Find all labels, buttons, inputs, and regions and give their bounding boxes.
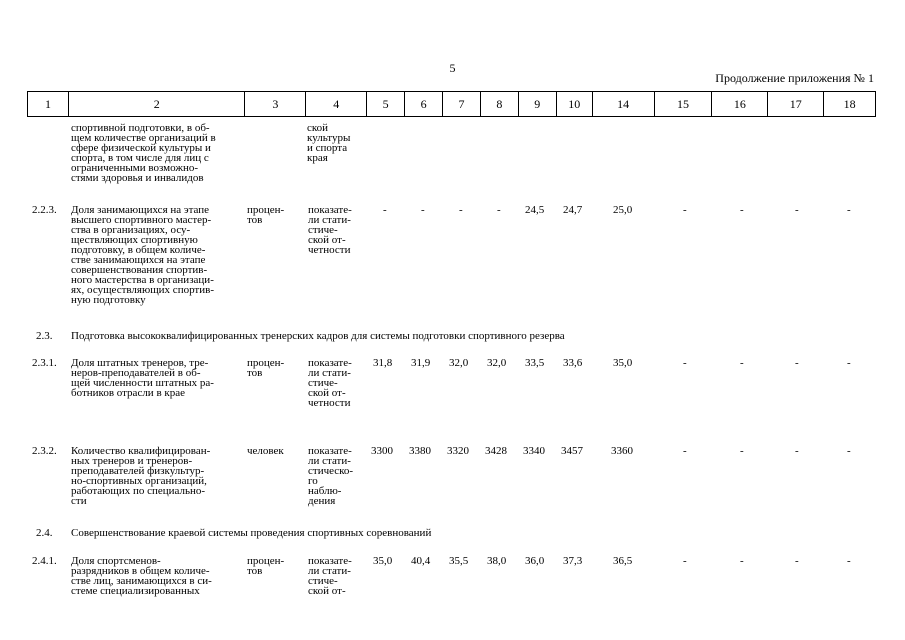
value-cell: 36,0 xyxy=(525,555,545,567)
row-source: показате- ли стати- стическо- го наблю- дения xyxy=(308,445,354,507)
continuation-label: Продолжение приложения № 1 xyxy=(715,71,874,85)
value-cell: - xyxy=(847,204,851,216)
value-cell: 31,9 xyxy=(411,357,431,369)
value-cell: 32,0 xyxy=(487,357,507,369)
table-header xyxy=(27,91,876,117)
value-cell: - xyxy=(497,204,501,216)
value-cell: - xyxy=(795,204,799,216)
header-cell: 6 xyxy=(404,92,442,116)
value-cell: - xyxy=(795,445,799,457)
section-number: 2.3. xyxy=(36,330,53,342)
header-cell: 18 xyxy=(823,92,875,116)
value-cell: 38,0 xyxy=(487,555,507,567)
value-cell: 3300 xyxy=(371,445,393,457)
value-cell: - xyxy=(383,204,387,216)
row-indicator: Доля штатных тренеров, тре- неров-преподавателей в об- щей численности штатных ра- ботников отрасли в крае xyxy=(71,357,214,399)
value-cell: - xyxy=(847,555,851,567)
value-cell: - xyxy=(740,445,744,457)
value-cell: - xyxy=(683,204,687,216)
value-cell: 35,5 xyxy=(449,555,469,567)
header-cell: 17 xyxy=(767,92,823,116)
header-cell: 3 xyxy=(244,92,305,116)
value-cell: - xyxy=(847,357,851,369)
header-cell: 5 xyxy=(366,92,404,116)
row-number: 2.3.2. xyxy=(32,445,57,457)
section-title: Совершенствование краевой системы проведения спортивных соревнований xyxy=(71,527,432,539)
value-cell: - xyxy=(795,357,799,369)
row-source: показате- ли стати- стиче- ской от- xyxy=(308,555,352,597)
header-cell: 7 xyxy=(442,92,480,116)
row-number: 2.2.3. xyxy=(32,204,57,216)
value-cell: - xyxy=(421,204,425,216)
value-cell: 24,5 xyxy=(525,204,545,216)
header-cell: 9 xyxy=(518,92,556,116)
value-cell: 3320 xyxy=(447,445,469,457)
value-cell: - xyxy=(740,204,744,216)
value-cell: 24,7 xyxy=(563,204,583,216)
value-cell: - xyxy=(683,555,687,567)
row-unit: человек xyxy=(247,445,284,457)
value-cell: 35,0 xyxy=(613,357,633,369)
row-number: 2.3.1. xyxy=(32,357,57,369)
value-cell: 3380 xyxy=(409,445,431,457)
value-cell: 37,3 xyxy=(563,555,583,567)
value-cell: - xyxy=(683,357,687,369)
value-cell: 35,0 xyxy=(373,555,393,567)
row-unit: процен- тов xyxy=(247,555,285,577)
row-unit: процен- тов xyxy=(247,204,285,226)
row-indicator: Доля спортсменов- разрядников в общем количе- стве лиц, занимающихся в си- стеме специализированных xyxy=(71,555,212,597)
row-indicator: Количество квалифицирован- ных тренеров и тренеров- преподавателей физкультур- но-спортивных организаций, работающих по специально- сти xyxy=(71,445,211,507)
section-title: Подготовка высококвалифицированных тренерских кадров для системы подготовки спортивного резерва xyxy=(71,330,565,342)
value-cell: - xyxy=(459,204,463,216)
continued-row-text: спортивной подготовки, в об- щем количестве организаций в сфере физической культуры и спорта, в том числе для лиц с ограниченными возможно- стями здоровья и инвалидов xyxy=(71,122,216,184)
row-number: 2.4.1. xyxy=(32,555,57,567)
header-cell: 10 xyxy=(556,92,592,116)
header-cell: 14 xyxy=(592,92,654,116)
value-cell: 33,5 xyxy=(525,357,545,369)
header-cell: 15 xyxy=(654,92,712,116)
value-cell: - xyxy=(847,445,851,457)
continued-row-source: ской культуры и спорта края xyxy=(307,122,351,164)
row-unit: процен- тов xyxy=(247,357,285,379)
value-cell: - xyxy=(740,555,744,567)
row-indicator: Доля занимающихся на этапе высшего спортивного мастер- ства в организациях, осу- ществляющих спортивную подготовку, в общем количе- стве занимающихся на этапе совершенствования спортив- ного мастерства в организаци- ях, осуществляющих спортив- ную подготовку xyxy=(71,204,214,306)
value-cell: 3360 xyxy=(611,445,633,457)
value-cell: - xyxy=(740,357,744,369)
value-cell: - xyxy=(795,555,799,567)
header-cell: 16 xyxy=(711,92,767,116)
header-cell: 4 xyxy=(305,92,366,116)
value-cell: 31,8 xyxy=(373,357,393,369)
header-cell: 8 xyxy=(480,92,518,116)
row-source: показате- ли стати- стиче- ской от- четности xyxy=(308,357,352,409)
section-number: 2.4. xyxy=(36,527,53,539)
header-cell: 1 xyxy=(44,97,51,111)
value-cell: 33,6 xyxy=(563,357,583,369)
value-cell: 36,5 xyxy=(613,555,633,567)
value-cell: 3340 xyxy=(523,445,545,457)
row-source: показате- ли стати- стиче- ской от- четности xyxy=(308,204,352,256)
value-cell: 3457 xyxy=(561,445,583,457)
value-cell: 32,0 xyxy=(449,357,469,369)
value-cell: 40,4 xyxy=(411,555,431,567)
header-cell: 2 xyxy=(68,92,245,116)
value-cell: 3428 xyxy=(485,445,507,457)
page-number: 5 xyxy=(449,61,456,75)
value-cell: 25,0 xyxy=(613,204,633,216)
value-cell: - xyxy=(683,445,687,457)
